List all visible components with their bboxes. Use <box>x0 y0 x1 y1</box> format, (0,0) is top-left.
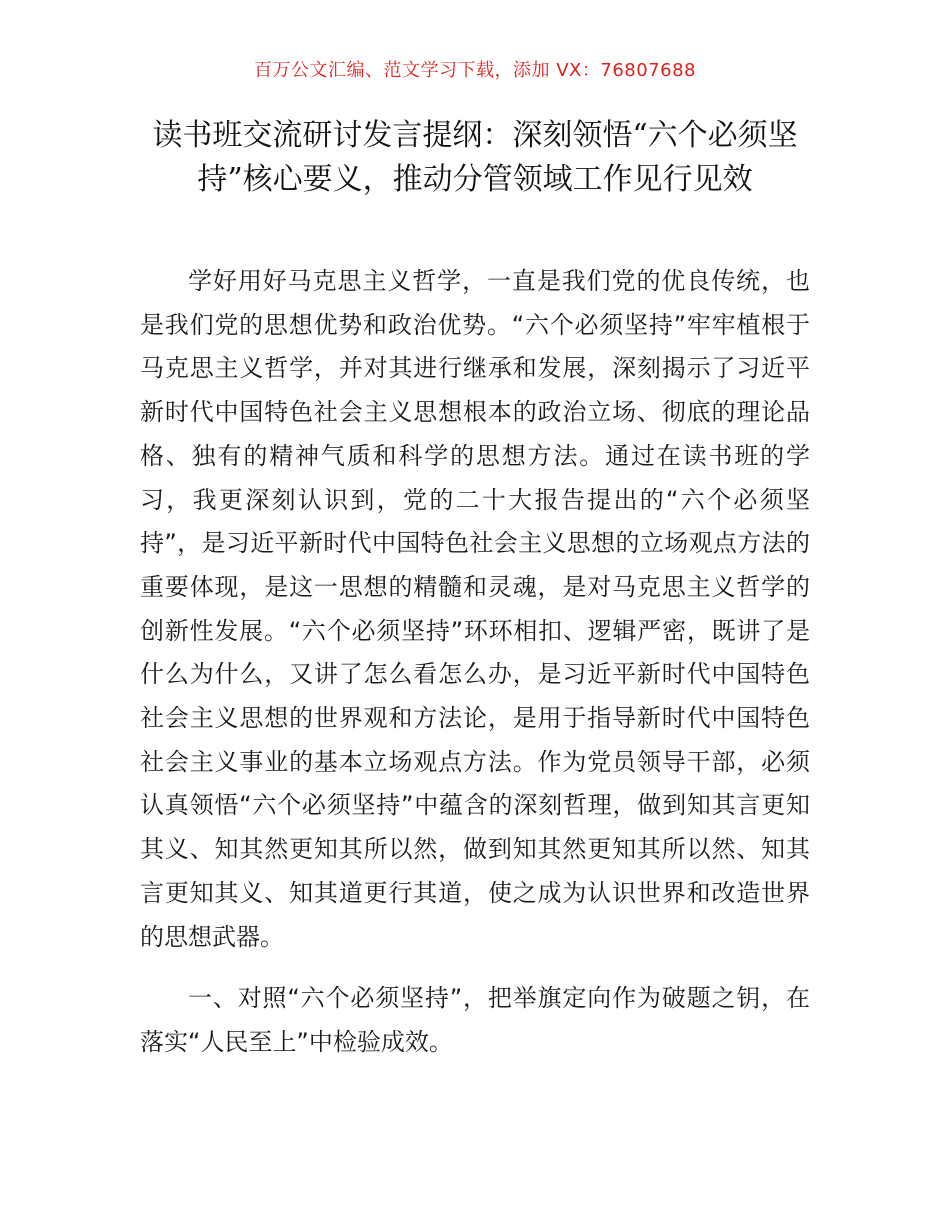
document-body <box>140 260 810 1065</box>
document-title: 读书班交流研讨发言提纲：深刻领悟“六个必须坚持”核心要义，推动分管领域工作见行见效 <box>152 118 798 197</box>
section-heading-1: 一、对照“六个必须坚持”，把举旗定向作为破题之钥，在落实“人民至上”中检验成效。 <box>140 984 810 1056</box>
header-banner: 百万公文汇编、范文学习下载，添加 VX：76807688 <box>254 60 696 81</box>
intro-paragraph: 学好用好马克思主义哲学，一直是我们党的优良传统，也是我们党的思想优势和政治优势。“六个必须坚持”牢牢植根于马克思主义哲学，并对其进行继承和发展，深刻揭示了习近平新时代中国特色社会主义思想根本的政治立场、彻底的理论品格、独有的精神气质和科学的思想方法。通过在读书班的学习，我更深刻认识到，党的二十大报告提出的“六个必须坚持”，是习近平新时代中国特色社会主义思想的立场观点方法的重要体现，是这一思想的精髓和灵魂，是对马克思主义哲学的创新性发展。“六个必须坚持”环环相扣、逻辑严密，既讲了是什么为什么，又讲了怎么看怎么办，是习近平新时代中国特色社会主义思想的世界观和方法论，是用于指导新时代中国特色社会主义事业的基本立场观点方法。作为党员领导干部，必须认真领悟“六个必须坚持”中蕴含的深刻哲理，做到知其言更知其义、知其然更知其所以然，做到知其然更知其所以然、知其言更知其义、知其道更行其道，使之成为认识世界和改造世界的思想武器。 <box>140 267 810 951</box>
